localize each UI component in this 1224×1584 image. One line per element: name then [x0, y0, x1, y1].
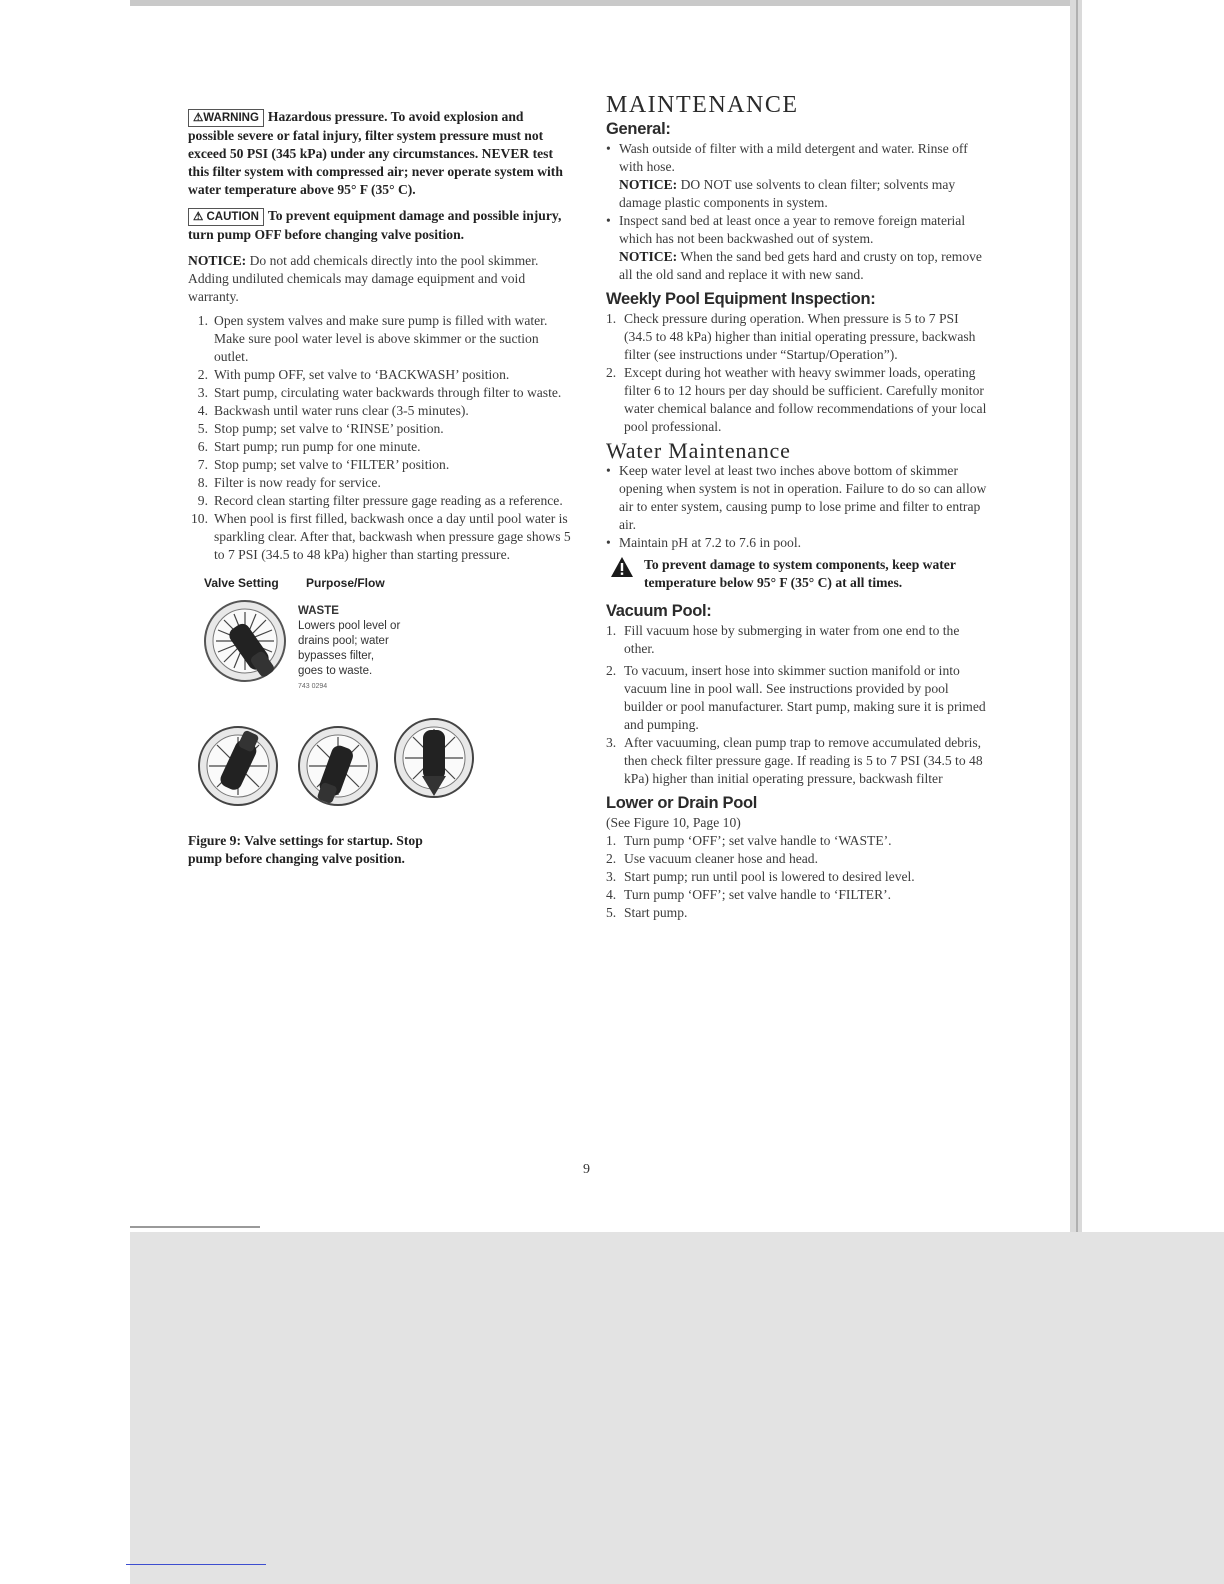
item-number: 1. — [606, 623, 617, 638]
general-heading: General: — [606, 120, 671, 138]
step-text: Backwash until water runs clear (3-5 minutes). — [214, 403, 469, 418]
water-maintenance-heading: Water Maintenance — [606, 438, 791, 463]
maintenance-title: MAINTENANCE — [606, 92, 799, 118]
step-number: 4. — [197, 403, 208, 418]
filter-valve-dial-icon — [392, 716, 476, 800]
step-text: With pump OFF, set valve to ‘BACKWASH’ position. — [214, 367, 510, 382]
general-bullet-text: Wash outside of filter with a mild detergent and water. Rinse off with hose. — [619, 141, 968, 174]
weekly-heading: Weekly Pool Equipment Inspection: — [606, 290, 876, 308]
part-number: 743 0294 — [298, 683, 328, 690]
list-item — [606, 364, 990, 436]
step-text: Start pump, circulating water backwards through filter to waste. — [214, 385, 562, 400]
notice-text: Do not add chemicals directly into the pool skimmer. Adding undiluted chemicals may damage equipment and void warranty. — [188, 253, 539, 304]
list-item — [188, 456, 572, 474]
startup-steps — [188, 312, 572, 564]
right-column — [606, 92, 990, 922]
item-number: 3. — [606, 869, 617, 884]
waste-title: WASTE — [298, 605, 339, 617]
waste-desc-line: drains pool; water — [298, 635, 389, 647]
drain-reference: (See Figure 10, Page 10) — [606, 815, 741, 830]
purpose-flow-header: Purpose/Flow — [306, 576, 385, 590]
waste-desc-line: bypasses filter, — [298, 650, 375, 662]
step-number: 6. — [197, 439, 208, 454]
item-text: To vacuum, insert hose into skimmer suction manifold or into vacuum line in pool wall. See instructions provided by pool builder or pool manufacturer. Start pump, making sure it is primed and pumping. — [624, 663, 986, 732]
valve-setting-header: Valve Setting — [204, 576, 279, 590]
list-item — [188, 312, 572, 366]
list-item — [188, 438, 572, 456]
item-text: After vacuuming, clean pump trap to remove accumulated debris, then check filter pressure gage. If reading is 5 to 7 PSI (34.5 to 48 kPa) higher than initial operating pressure, backwash filter — [624, 735, 983, 786]
notice-label: NOTICE: — [188, 253, 247, 268]
step-number: 1. — [197, 313, 208, 328]
list-item — [606, 622, 990, 658]
startup-dials — [188, 714, 572, 818]
list-item — [606, 832, 990, 850]
vacuum-heading: Vacuum Pool: — [606, 602, 712, 620]
list-item — [188, 384, 572, 402]
item-number: 2. — [606, 851, 617, 866]
notice-paragraph — [188, 252, 572, 306]
caution-label: ⚠ CAUTION — [188, 208, 264, 226]
item-number: 2. — [606, 365, 617, 380]
general-list — [606, 140, 990, 284]
drain-list — [606, 832, 990, 922]
left-column — [188, 108, 572, 868]
item-number: 5. — [606, 905, 617, 920]
step-number: 7. — [197, 457, 208, 472]
list-item — [606, 310, 990, 364]
list-item: • Maintain pH at 7.2 to 7.6 in pool. — [606, 534, 990, 552]
item-text: Turn pump ‘OFF’; set valve handle to ‘WASTE’. — [624, 833, 892, 848]
waste-description — [298, 604, 400, 694]
waste-valve-dial-icon — [202, 598, 288, 684]
list-item — [606, 868, 990, 886]
item-text: Except during hot weather with heavy swimmer loads, operating filter 6 to 12 hours per day should be sufficient. Carefully monitor water chemical balance and follow recommendations of your local pool professional. — [624, 365, 987, 434]
warning-paragraph — [188, 108, 572, 199]
step-number: 2. — [197, 367, 208, 382]
list-item — [606, 886, 990, 904]
item-text: Use vacuum cleaner hose and head. — [624, 851, 819, 866]
list-item — [188, 366, 572, 384]
warning-label: ⚠WARNING — [188, 109, 264, 127]
list-item — [188, 510, 572, 564]
step-number: 9. — [197, 493, 208, 508]
notice-text: When the sand bed gets hard and crusty on top, remove all the old sand and replace it with new sand. — [619, 249, 982, 282]
footer-rule — [126, 1564, 266, 1565]
warning-text: Hazardous pressure. To avoid explosion and possible severe or fatal injury, filter system pressure must not exceed 50 PSI (345 kPa) under any circumstances. NEVER test this filter system with compressed air; never operate system with water temperature above 95° F (35° C). — [188, 109, 563, 197]
step-text: Stop pump; set valve to ‘RINSE’ position. — [214, 421, 444, 436]
caution-triangle-icon — [610, 556, 634, 578]
general-notice — [619, 248, 990, 284]
step-text: When pool is first filled, backwash once a day until pool water is sparkling clear. After that, backwash when pressure gage shows 5 to 7 PSI (34.5 to 48 kPa) higher than starting pressure. — [214, 511, 571, 562]
backwash-valve-dial-icon — [196, 724, 280, 808]
water-caution-text: To prevent damage to system components, keep water temperature below 95° F (35° C) at all times. — [644, 557, 956, 590]
notice-label: NOTICE: — [619, 249, 678, 264]
step-text: Open system valves and make sure pump is filled with water. — [214, 313, 548, 328]
step-number: 10. — [191, 511, 208, 526]
step-text: Filter is now ready for service. — [214, 475, 381, 490]
waste-desc-line: goes to waste. — [298, 665, 373, 677]
scan-right-edge-line — [1076, 0, 1078, 1240]
waste-row — [188, 598, 572, 708]
list-item — [606, 850, 990, 868]
scan-smudge — [130, 1226, 260, 1228]
weekly-list — [606, 310, 990, 436]
step-extra: Make sure pool water level is above skimmer or the suction outlet. — [214, 331, 539, 364]
item-number: 3. — [606, 735, 617, 750]
item-text: Turn pump ‘OFF’; set valve handle to ‘FILTER’. — [624, 887, 892, 902]
list-item: • Keep water level at least two inches above bottom of skimmer opening when system is not in operation. Failure to do so can allow air to enter system, causing pump to lose prime and filter to entrap air. — [606, 462, 990, 534]
general-bullet-text: Inspect sand bed at least once a year to remove foreign material which has not been backwashed out of system. — [619, 213, 966, 246]
scan-bottom-area — [130, 1232, 1224, 1584]
step-number: 5. — [197, 421, 208, 436]
list-item — [606, 734, 990, 788]
vacuum-list — [606, 622, 990, 788]
item-text: Check pressure during operation. When pressure is 5 to 7 PSI (34.5 to 48 kPa) higher than initial operating pressure, backwash filter (see instructions under “Startup/Operation”). — [624, 311, 976, 362]
list-item — [188, 492, 572, 510]
list-item — [188, 420, 572, 438]
rinse-valve-dial-icon — [296, 724, 380, 808]
left-margin — [0, 0, 130, 1584]
valve-table-header — [188, 574, 572, 592]
water-caution — [606, 556, 990, 592]
step-number: 3. — [197, 385, 208, 400]
list-item — [606, 140, 990, 212]
water-list — [606, 462, 990, 552]
caution-paragraph — [188, 207, 572, 244]
list-item — [606, 662, 990, 734]
step-text: Record clean starting filter pressure gage reading as a reference. — [214, 493, 563, 508]
notice-label: NOTICE: — [619, 177, 678, 192]
list-item — [606, 904, 990, 922]
notice-text: DO NOT use solvents to clean filter; solvents may damage plastic components in system. — [619, 177, 956, 210]
step-number: 8. — [197, 475, 208, 490]
item-number: 1. — [606, 833, 617, 848]
list-item — [188, 474, 572, 492]
item-text: Start pump. — [624, 905, 688, 920]
item-number: 1. — [606, 311, 617, 326]
page-number: 9 — [583, 1162, 590, 1177]
list-item — [188, 402, 572, 420]
drain-heading: Lower or Drain Pool — [606, 794, 758, 812]
item-text: Fill vacuum hose by submerging in water from one end to the other. — [624, 623, 960, 656]
general-notice — [619, 176, 990, 212]
figure-caption: Figure 9: Valve settings for startup. Stop pump before changing valve position. — [188, 833, 423, 866]
scan-top-edge — [130, 0, 1080, 6]
step-text: Start pump; run pump for one minute. — [214, 439, 421, 454]
step-text: Stop pump; set valve to ‘FILTER’ position. — [214, 457, 450, 472]
item-number: 4. — [606, 887, 617, 902]
list-item — [606, 212, 990, 284]
item-text: Start pump; run until pool is lowered to desired level. — [624, 869, 915, 884]
item-number: 2. — [606, 663, 617, 678]
waste-desc-line: Lowers pool level or — [298, 620, 401, 632]
caution-text: To prevent equipment damage and possible injury, turn pump OFF before changing valve position. — [188, 208, 562, 242]
